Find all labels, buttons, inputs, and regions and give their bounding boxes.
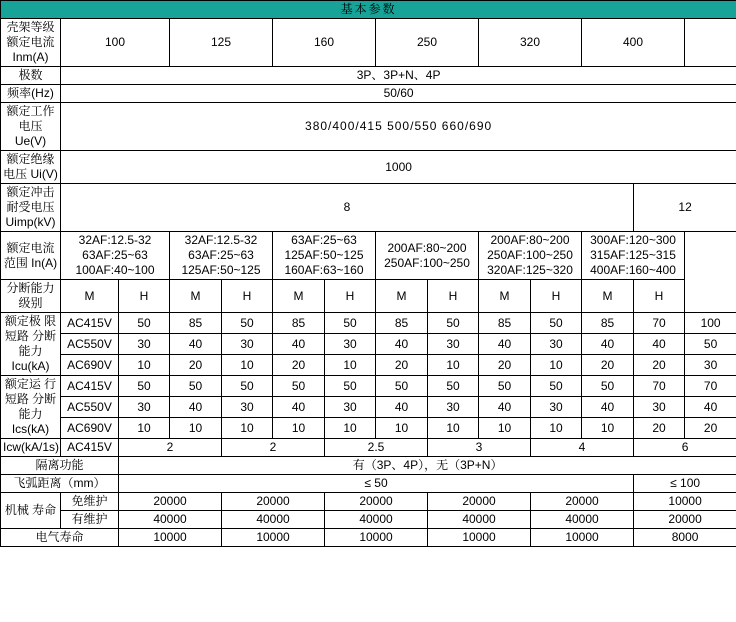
breaking-grade-cell: M — [273, 280, 325, 313]
icu-415-value: 50 — [428, 313, 479, 334]
page-title: 基本参数 — [1, 1, 736, 19]
icu-voltage-550: AC550V — [61, 334, 119, 355]
mechanical-life-value: 40000 — [325, 511, 428, 529]
electrical-life-value: 10000 — [325, 529, 428, 547]
icu-690-value: 10 — [531, 355, 582, 376]
frame-value-5: 400 — [582, 19, 685, 67]
value-uimp-1: 12 — [634, 184, 736, 232]
row-ics-550 — [1, 397, 736, 418]
icw-value: 6 — [634, 439, 736, 457]
icu-550-value: 30 — [222, 334, 273, 355]
current-range-item: 320AF:125~320 — [487, 263, 573, 277]
frame-value-2: 160 — [273, 19, 376, 67]
icu-550-value: 40 — [479, 334, 531, 355]
frame-value-1: 125 — [170, 19, 273, 67]
row-poles — [1, 67, 736, 85]
icu-690-value: 10 — [428, 355, 479, 376]
ics-415-value: 50 — [222, 376, 273, 397]
ics-550-value: 30 — [634, 397, 685, 418]
label-frame-current: 壳架等级额定电流 Inm(A) — [1, 19, 61, 67]
icu-550-value: 30 — [325, 334, 376, 355]
label-breaking-grade: 分断能力级别 — [1, 280, 61, 313]
label-ics-line: 分断 — [32, 392, 57, 406]
ics-690-value: 10 — [222, 418, 273, 439]
electrical-life-value: 10000 — [428, 529, 531, 547]
label-icu-line: Icu(kA) — [11, 359, 50, 373]
electrical-life-value: 8000 — [634, 529, 736, 547]
label-frequency: 频率(Hz) — [1, 85, 61, 103]
ics-voltage-550: AC550V — [61, 397, 119, 418]
ics-690-value: 10 — [119, 418, 170, 439]
icu-690-value: 20 — [170, 355, 222, 376]
ics-690-value: 10 — [376, 418, 428, 439]
row-ue — [1, 103, 736, 151]
current-range-col-5 — [582, 232, 685, 280]
current-range-item: 160AF:63~160 — [284, 263, 364, 277]
row-mechanical-life-maintained — [1, 511, 736, 529]
row-uimp — [1, 184, 736, 232]
label-icu-line: 限短路 — [4, 314, 57, 343]
icu-415-value: 100 — [685, 313, 736, 334]
row-icu-415 — [1, 313, 736, 334]
icu-415-value: 85 — [582, 313, 634, 334]
label-ics-line: 能力 — [18, 407, 43, 421]
ics-690-value: 10 — [170, 418, 222, 439]
value-poles: 3P、3P+N、4P — [61, 67, 736, 85]
icu-550-value: 40 — [634, 334, 685, 355]
row-isolation — [1, 457, 736, 475]
ics-550-value: 30 — [222, 397, 273, 418]
icw-value: 4 — [531, 439, 634, 457]
current-range-col-2 — [273, 232, 376, 280]
icu-690-value: 20 — [479, 355, 531, 376]
row-ics-415 — [1, 376, 736, 397]
value-ui: 1000 — [61, 151, 736, 184]
current-range-item: 63AF:25~63 — [291, 233, 357, 247]
icu-690-value: 10 — [222, 355, 273, 376]
breaking-grade-cell: M — [170, 280, 222, 313]
electrical-life-value: 10000 — [119, 529, 222, 547]
breaking-grade-cell: H — [325, 280, 376, 313]
breaking-grade-cell: H — [119, 280, 170, 313]
mechanical-life-row-name: 有维护 — [61, 511, 119, 529]
frame-value-3: 250 — [376, 19, 479, 67]
icu-690-value: 20 — [273, 355, 325, 376]
label-mechanical-life-line: 寿命 — [32, 503, 57, 517]
ics-415-value: 50 — [428, 376, 479, 397]
breaking-grade-cell: H — [634, 280, 685, 313]
current-range-col-3 — [376, 232, 479, 280]
icu-550-value: 30 — [428, 334, 479, 355]
ics-415-value: 50 — [325, 376, 376, 397]
icu-550-value: 40 — [582, 334, 634, 355]
ics-690-value: 20 — [634, 418, 685, 439]
label-uimp: 额定冲击耐受电压 Uimp(kV) — [1, 184, 61, 232]
icu-415-value: 85 — [273, 313, 325, 334]
label-icw: Icw(kA/1s) — [1, 439, 61, 457]
label-icu-line: 分断 — [32, 329, 57, 343]
icu-550-value: 40 — [273, 334, 325, 355]
breaking-grade-cell: M — [479, 280, 531, 313]
label-isolation: 隔离功能 — [1, 457, 119, 475]
ics-690-value: 20 — [685, 418, 736, 439]
current-range-item: 250AF:100~250 — [384, 255, 470, 270]
value-isolation: 有（3P、4P），无（3P+N） — [119, 457, 736, 475]
current-range-col-0 — [61, 232, 170, 280]
label-ics — [1, 376, 61, 439]
icw-voltage: AC415V — [61, 439, 119, 457]
icu-690-value: 30 — [685, 355, 736, 376]
current-range-item: 400AF:160~400 — [590, 263, 676, 277]
icu-550-value: 40 — [376, 334, 428, 355]
ics-550-value: 40 — [582, 397, 634, 418]
icu-550-value: 30 — [119, 334, 170, 355]
label-ics-line: Ics(kA) — [11, 422, 50, 436]
current-range-col-1 — [170, 232, 273, 280]
ics-690-value: 10 — [428, 418, 479, 439]
icu-550-value: 30 — [531, 334, 582, 355]
breaking-grade-cell: M — [376, 280, 428, 313]
mechanical-life-value: 20000 — [531, 493, 634, 511]
mechanical-life-value: 40000 — [222, 511, 325, 529]
row-current-range — [1, 232, 736, 280]
row-icu-690 — [1, 355, 736, 376]
icu-voltage-415: AC415V — [61, 313, 119, 334]
current-range-item: 63AF:25~63 — [82, 248, 148, 262]
ics-415-value: 70 — [634, 376, 685, 397]
mechanical-life-value: 40000 — [531, 511, 634, 529]
icw-value: 2 — [222, 439, 325, 457]
mechanical-life-value: 10000 — [634, 493, 736, 511]
label-mechanical-life-line: 机械 — [4, 503, 29, 517]
breaking-grade-cell: H — [428, 280, 479, 313]
row-frame-current — [1, 19, 736, 67]
ics-550-value: 40 — [685, 397, 736, 418]
mechanical-life-value: 40000 — [428, 511, 531, 529]
table-title-row — [1, 1, 736, 19]
ics-690-value: 10 — [582, 418, 634, 439]
icu-415-value: 50 — [222, 313, 273, 334]
mechanical-life-value: 20000 — [634, 511, 736, 529]
icu-415-value: 85 — [170, 313, 222, 334]
current-range-item: 125AF:50~125 — [181, 263, 261, 277]
label-current-range: 额定电流范围 In(A) — [1, 232, 61, 280]
current-range-item: 250AF:100~250 — [487, 248, 573, 262]
label-ics-line: 额定运 — [4, 377, 41, 391]
mechanical-life-value: 20000 — [325, 493, 428, 511]
ics-415-value: 50 — [273, 376, 325, 397]
frame-value-4: 320 — [479, 19, 582, 67]
row-icw — [1, 439, 736, 457]
label-icu — [1, 313, 61, 376]
value-arc-distance-1: ≤ 100 — [634, 475, 736, 493]
current-range-item: 32AF:12.5-32 — [184, 233, 258, 247]
row-electrical-life — [1, 529, 736, 547]
icw-value: 3 — [428, 439, 531, 457]
current-range-item: 32AF:12.5-32 — [78, 233, 152, 247]
icu-415-value: 70 — [634, 313, 685, 334]
row-arc-distance — [1, 475, 736, 493]
label-mechanical-life — [1, 493, 61, 529]
ics-415-value: 50 — [119, 376, 170, 397]
ics-voltage-415: AC415V — [61, 376, 119, 397]
mechanical-life-value: 20000 — [119, 493, 222, 511]
ics-415-value: 50 — [531, 376, 582, 397]
label-ue: 额定工作电压 Ue(V) — [1, 103, 61, 151]
ics-690-value: 10 — [479, 418, 531, 439]
icu-415-value: 50 — [325, 313, 376, 334]
row-frequency — [1, 85, 736, 103]
label-icu-line: 能力 — [18, 344, 43, 358]
ics-550-value: 40 — [170, 397, 222, 418]
icu-690-value: 20 — [376, 355, 428, 376]
ics-415-value: 70 — [685, 376, 736, 397]
ics-550-value: 40 — [273, 397, 325, 418]
icu-690-value: 20 — [582, 355, 634, 376]
icu-415-value: 85 — [376, 313, 428, 334]
current-range-item: 315AF:125~315 — [590, 248, 676, 262]
ics-415-value: 50 — [479, 376, 531, 397]
icw-value: 2.5 — [325, 439, 428, 457]
row-mechanical-life-maintenance-free — [1, 493, 736, 511]
ics-690-value: 10 — [325, 418, 376, 439]
icu-415-value: 50 — [531, 313, 582, 334]
mechanical-life-value: 40000 — [119, 511, 222, 529]
label-ui: 额定绝缘电压 Ui(V) — [1, 151, 61, 184]
ics-550-value: 30 — [119, 397, 170, 418]
label-ics-line: 行短路 — [4, 377, 57, 406]
ics-690-value: 10 — [531, 418, 582, 439]
mechanical-life-value: 20000 — [222, 493, 325, 511]
icu-550-value: 50 — [685, 334, 736, 355]
ics-550-value: 30 — [428, 397, 479, 418]
breaking-grade-cell: M — [582, 280, 634, 313]
current-range-item: 100AF:40~100 — [75, 263, 155, 277]
electrical-life-value: 10000 — [531, 529, 634, 547]
current-range-item: 63AF:25~63 — [188, 248, 254, 262]
mechanical-life-row-name: 免维护 — [61, 493, 119, 511]
frame-value-0: 100 — [61, 19, 170, 67]
icu-550-value: 40 — [170, 334, 222, 355]
current-range-item: 200AF:80~200 — [490, 233, 570, 247]
current-range-item: 300AF:120~300 — [590, 233, 676, 247]
icu-690-value: 10 — [325, 355, 376, 376]
icu-690-value: 20 — [634, 355, 685, 376]
ics-415-value: 50 — [582, 376, 634, 397]
breaking-grade-cell: H — [222, 280, 273, 313]
breaking-grade-cell: M — [61, 280, 119, 313]
icw-value: 2 — [119, 439, 222, 457]
ics-550-value: 40 — [479, 397, 531, 418]
value-ue: 380/400/415 500/550 660/690 — [61, 103, 736, 151]
label-icu-line: 额定极 — [4, 314, 41, 328]
ics-550-value: 40 — [376, 397, 428, 418]
row-ics-690 — [1, 418, 736, 439]
value-uimp-0: 8 — [61, 184, 634, 232]
current-range-item: 200AF:80~200 — [387, 240, 467, 255]
row-ui — [1, 151, 736, 184]
ics-415-value: 50 — [376, 376, 428, 397]
ics-550-value: 30 — [531, 397, 582, 418]
ics-415-value: 50 — [170, 376, 222, 397]
row-icu-550 — [1, 334, 736, 355]
label-poles: 极数 — [1, 67, 61, 85]
label-arc-distance: 飞弧距离（mm） — [1, 475, 119, 493]
icu-690-value: 10 — [119, 355, 170, 376]
ics-690-value: 10 — [273, 418, 325, 439]
value-frequency: 50/60 — [61, 85, 736, 103]
breaking-grade-cell: H — [531, 280, 582, 313]
icu-415-value: 50 — [119, 313, 170, 334]
electrical-life-value: 10000 — [222, 529, 325, 547]
label-electrical-life: 电气寿命 — [1, 529, 119, 547]
mechanical-life-value: 20000 — [428, 493, 531, 511]
icu-415-value: 85 — [479, 313, 531, 334]
row-breaking-grade — [1, 280, 736, 313]
ics-voltage-690: AC690V — [61, 418, 119, 439]
ics-550-value: 30 — [325, 397, 376, 418]
current-range-col-4 — [479, 232, 582, 280]
icu-voltage-690: AC690V — [61, 355, 119, 376]
value-arc-distance-0: ≤ 50 — [119, 475, 634, 493]
current-range-item: 125AF:50~125 — [284, 248, 364, 262]
